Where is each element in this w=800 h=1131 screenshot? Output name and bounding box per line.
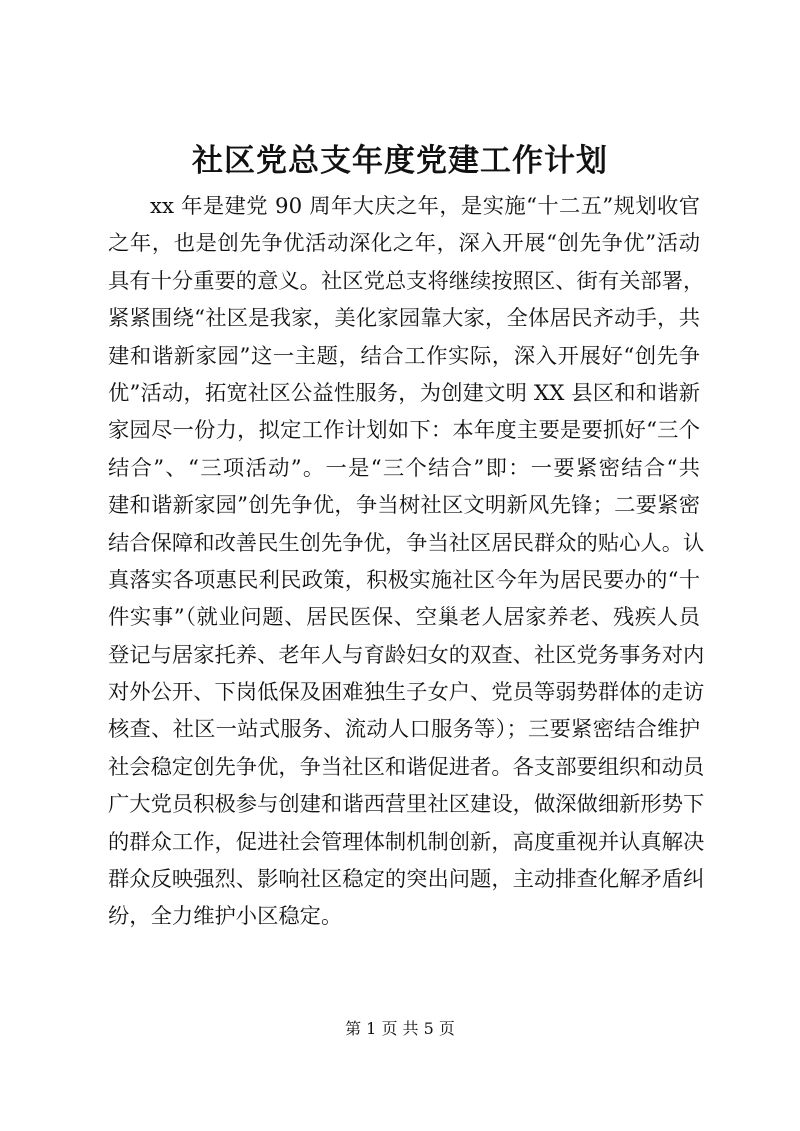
body-paragraph — [108, 188, 705, 936]
paragraph-line: 紧紧围绕“社区是我家，美化家园靠大家，全体居民齐动手，共 — [108, 306, 700, 332]
paragraph-line: 的群众工作，促进社会管理体制机制创新，高度重视并认真解决 — [108, 829, 705, 855]
paragraph-line: 广大党员积极参与创建和谐西营里社区建设，做深做细新形势下 — [108, 792, 705, 818]
paragraph-line: 建和谐新家园”这一主题，结合工作实际，深入开展好“创先争 — [108, 343, 700, 369]
paragraph-line: 对外公开、下岗低保及困难独生子女户、党员等弱势群体的走访 — [108, 680, 705, 706]
document-title: 社区党总支年度党建工作计划 — [192, 143, 608, 179]
paragraph-line: 纷，全力维护小区稳定。 — [108, 904, 343, 930]
paragraph-line: 优”活动，拓宽社区公益性服务，为创建文明 XX 县区和和谐新 — [108, 380, 700, 406]
paragraph-line: 真落实各项惠民利民政策，积极实施社区今年为居民要办的“十 — [108, 567, 700, 593]
paragraph-line: 社会稳定创先争优，争当社区和谐促进者。各支部要组织和动员 — [108, 754, 705, 780]
paragraph-line: 之年，也是创先争优活动深化之年，深入开展“创先争优”活动 — [108, 231, 700, 257]
paragraph-line: 登记与居家托养、老年人与育龄妇女的双查、社区党务事务对内 — [108, 642, 705, 668]
paragraph-line: 家园尽一份力，拟定工作计划如下：本年度主要是要抓好“三个 — [108, 418, 700, 444]
paragraph-line: 建和谐新家园”创先争优，争当树社区文明新风先锋；二要紧密 — [108, 493, 700, 519]
paragraph-line: 群众反映强烈、影响社区稳定的突出问题，主动排查化解矛盾纠 — [108, 867, 705, 893]
page-number-footer: 第 1 页 共 5 页 — [345, 1019, 455, 1038]
paragraph-line: xx 年是建党 90 周年大庆之年，是实施“十二五”规划收官 — [150, 194, 700, 219]
paragraph-line: 结合”、“三项活动”。一是“三个结合”即：一要紧密结合“共 — [108, 455, 700, 481]
paragraph-line: 件实事”（就业问题、居民医保、空巢老人居家养老、残疾人员 — [108, 605, 700, 631]
paragraph-line: 核查、社区一站式服务、流动人口服务等）；三要紧密结合维护 — [108, 717, 700, 743]
paragraph-line: 结合保障和改善民生创先争优，争当社区居民群众的贴心人。认 — [108, 530, 705, 556]
paragraph-line: 具有十分重要的意义。社区党总支将继续按照区、街有关部署， — [108, 268, 705, 294]
